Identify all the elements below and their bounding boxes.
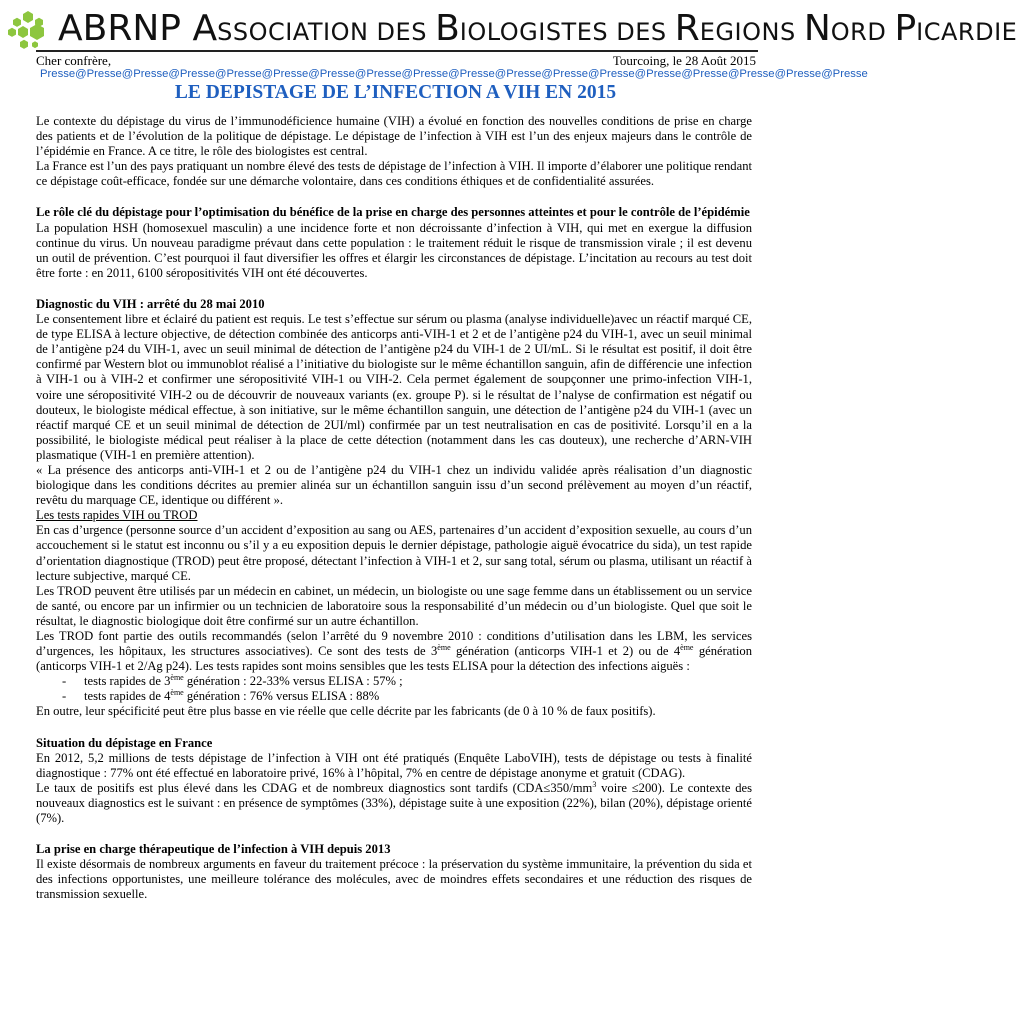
section-heading-diagnostic: Diagnostic du VIH : arrêté du 28 mai 2010 [36, 296, 265, 311]
treatment-paragraph: Il existe désormais de nombreux arguments en faveur du traitement précoce : la préservation du système immunitaire, la prévention du sida et des infections opportunistes, une meilleure tolérance des molécules, avec de moindres effets secondaires et une réduction des risques de transmission sexuelle. [36, 857, 752, 902]
place-date: Tourcoing, le 28 Août 2015 [612, 53, 756, 68]
intro-paragraph: La France est l’un des pays pratiquant un nombre élevé des tests de dépistage de l’infection à VIH. Il importe d’élaborer une politique rendant ce dépistage coût-efficace, fondée sur une démarche volontaire, dans ces conditions éthiques et de confidentialité assurées. [36, 159, 752, 189]
section-heading-treatment: La prise en charge thérapeutique de l’infection à VIH depuis 2013 [36, 842, 391, 857]
header-rule [36, 50, 758, 52]
role-paragraph: La population HSH (homosexuel masculin) a une incidence forte et non décroissante d’infection à VIH, qui met en exergue la diffusion continue du virus. Un nouveau paradigme prévaut dans cette population : le traitement réduit le risque de transmission virale ; il est devenu un outil de prévention. C’est pourquoi il faut diversifier les offres et élargir les circonstances de dépistage. L’incitation au recours au test doit être forte : en 2011, 6100 séropositivités VIH ont été découvertes. [36, 220, 752, 280]
trod-paragraph: Les TROD peuvent être utilisés par un médecin en cabinet, un médecin, un biologiste ou une sage femme dans un établissement ou un service de santé, ou encore par un infirmier ou un technicien de laboratoire sous la responsabilité d’un médecin ou d’un biologiste. Quel que soit le résultat, le diagnostic biologique doit être confirmé sur un autre échantillon. [36, 583, 752, 628]
list-item: - tests rapides de 3ème génération : 22-33% versus ELISA : 57% ; [62, 673, 403, 689]
diagnostic-paragraph: Le consentement libre et éclairé du patient est requis. Le test s’effectue sur sérum ou plasma (analyse individuelle)avec un réactif marqué CE, de type ELISA à lecture objective, de détection combinée des anticorps anti-VIH-1 et 2 et de l’antigène p24 du VIH-1, avec un seuil minimal de l’antigène p24 du VIH-1, avec un seuil minimal de détection de l’antigène p24 du VIH-1 de 2 UI/mL. Si le résultat est positif, il doit être confirmé par Western blot ou immunoblot réalisé a l’initiative du biologiste sur le même échantillon sanguin, afin de différencie une infection à VIH-1 ou à VIH-2 et confirmer une séropositivité VIH-1 ou VIH-2. Cela permet également de soupçonner une primo-infection VIH-1, voire une séropositivité VIH-2 ou de découvrir de nouveaux variants (ex. groupe P). si le résultat de l’nalyse de confirmation est négatif ou douteux, le biologiste médical effectue, à son initiative, sur le même échantillon sanguin, une détection de l’antigène p24 du VIH-1 (avec un réactif marqué CE et un seuil minimal de détection de 2UI/ml) confirmée par un test neutralisation en cas de positivité. Lorsqu’il en a la possibilité, le biologiste médical peut réaliser à la place de cette détection (notamment dans les cas douteux), une recherche d’ARN-VIH plasmatique (VIH-1 en première attention). [36, 312, 752, 462]
trod-paragraph: Les TROD font partie des outils recommandés (selon l’arrêté du 9 novembre 2010 : conditions d’utilisation dans les LBM, les services d’urgences, les hôpitaux, les structures associatives). Ce sont des tests de 3ème génération (anticorps VIH-1 et 2) ou de 4ème génération (anticorps VIH-1 et 2/Ag p24). Les tests rapides sont moins sensibles que les tests ELISA pour la détection des infections aiguës : [36, 629, 752, 674]
diagnostic-quote: « La présence des anticorps anti-VIH-1 et 2 ou de l’antigène p24 du VIH-1 chez un individu validée après réalisation d’un diagnostic biologique dans les conditions décrites au premier alinéa sur un échantillon sanguin issu d’un second prélèvement au moyen d’un réactif, revêtu du marquage CE, identique ou différent ». [36, 462, 752, 508]
list-item: - tests rapides de 4ème génération : 76% versus ELISA : 88% [62, 688, 380, 704]
hexagon-logo-icon [4, 6, 54, 54]
situation-paragraph: Le taux de positifs est plus élevé dans les CDAG et de nombreux diagnostics sont tardifs ($CDA\le 350/mm^3$ voire ≤200). Le contexte des nouveaux diagnostics est le suivant : en présence de symptômes (33%), dépistage suite à une exposition (22%), bilan (20%), dépistage orienté (7%). [36, 779, 752, 826]
association-name: ABRNP ASSOCIATION DES BIOLOGISTES DES REGIONS NORD PICARDIE [58, 8, 1017, 49]
trod-subheading: Les tests rapides VIH ou TROD [36, 508, 198, 523]
page-title: LE DEPISTAGE DE L’INFECTION A VIH EN 2015 [174, 82, 617, 103]
letterhead [0, 0, 1017, 56]
trod-paragraph: En cas d’urgence (personne source d’un accident d’exposition au sang ou AES, partenaires d’un accident d’exposition sexuelle, au cours d’un accouchement si le statut est inconnu ou s’il y a eu exposition depuis le dernier dépistage, pathologie aiguë évocatrice du sida), un test rapide d’orientation diagnostique (TROD) peut être proposé, détectant l’infection à VIH-1 et 2, sur sang total, sérum ou plasma, utilisant un réactif à lecture subjective, marqué CE. [36, 523, 752, 583]
greeting: Cher confrère, [36, 53, 112, 68]
article-body [36, 114, 752, 903]
section-heading-situation: Situation du dépistage en France [36, 735, 213, 750]
situation-paragraph: En 2012, 5,2 millions de tests dépistage de l’infection à VIH ont été pratiqués (Enquête LaboVIH), tests de dépistage ou tests à finalité diagnostique : 77% ont été effectué en laboratoire privé, 16% à l’hôpital, 7% en centre de dépistage anonyme et gratuit (CDAG). [36, 750, 752, 780]
presse-strip: Presse@Presse@Presse@Presse@Presse@Presse@Presse@Presse@Presse@Presse@Presse@Presse@Presse@Presse@Presse@Presse@Presse@Presse [40, 68, 868, 80]
section-heading-role: Le rôle clé du dépistage pour l’optimisation du bénéfice de la prise en charge des personnes atteintes et pour le contrôle de l’épidémie [36, 205, 750, 220]
trod-paragraph: En outre, leur spécificité peut être plus basse en vie réelle que celle décrite par les fabricants (de 0 à 10 % de faux positifs). [36, 704, 656, 719]
intro-paragraph: Le contexte du dépistage du virus de l’immunodéficience humaine (VIH) a évolué en fonction des nouvelles conditions de prise en charge des patients et de l’évolution de la politique de dépistage. Le dépistage de l’infection à VIH est l’un des enjeux majeurs dans le contrôle de l’épidémie en France. A ce titre, le rôle des biologistes est central. [36, 114, 752, 159]
